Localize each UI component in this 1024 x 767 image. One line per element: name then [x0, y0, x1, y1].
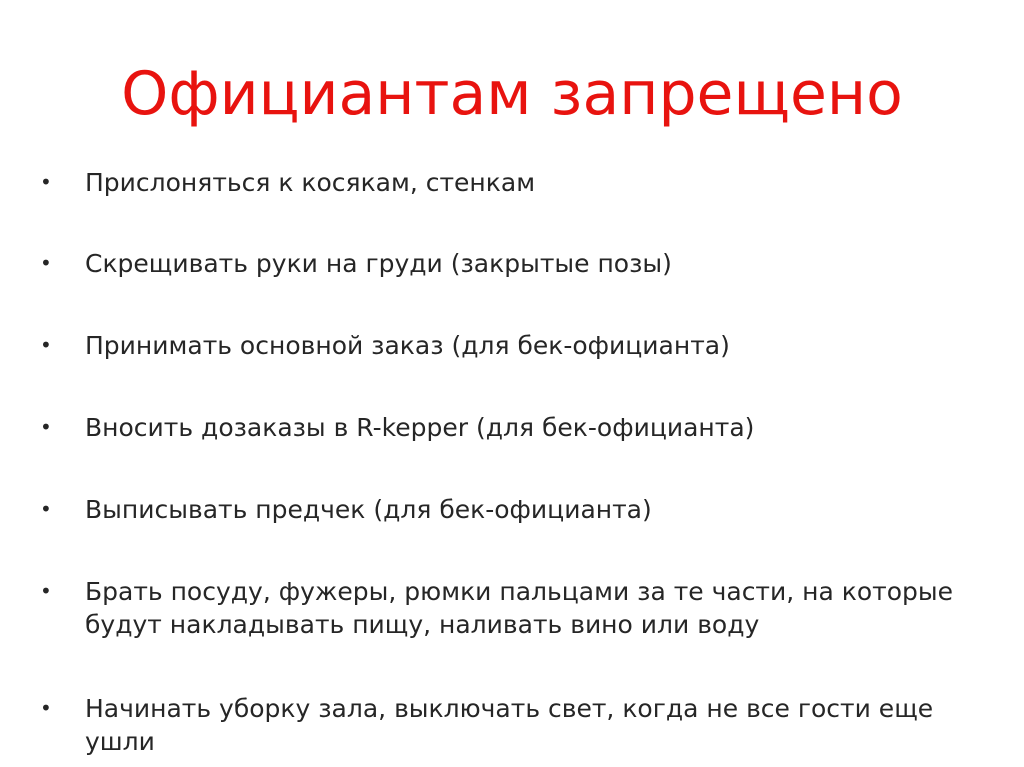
bullet-marker: • [40, 696, 52, 720]
list-item-text: Скрещивать руки на груди (закрытые позы) [85, 249, 672, 278]
bullet-marker: • [40, 170, 52, 194]
bullet-marker: • [40, 497, 52, 521]
list-item [40, 166, 1000, 199]
list-item [40, 575, 1000, 641]
bullet-marker: • [40, 333, 52, 357]
list-item-text: Вносить дозаказы в R-kepper (для бек-официанта) [85, 413, 755, 442]
slide-title: Официантам запрещено [121, 59, 903, 129]
bullet-marker: • [40, 579, 52, 603]
list-item-text: Брать посуду, фужеры, рюмки пальцами за те части, на которые будут накладывать пищу, наливать вино или воду [85, 577, 953, 639]
list-item [40, 247, 1000, 280]
list-item [40, 493, 1000, 526]
list-item [40, 692, 1000, 758]
list-item [40, 329, 1000, 362]
list-item [40, 411, 1000, 444]
list-item-text: Начинать уборку зала, выключать свет, когда не все гости еще ушли [85, 694, 934, 756]
bullet-marker: • [40, 251, 52, 275]
bullet-marker: • [40, 415, 52, 439]
list-item-text: Выписывать предчек (для бек-официанта) [85, 495, 652, 524]
list-item-text: Прислоняться к косякам, стенкам [85, 168, 536, 197]
list-item-text: Принимать основной заказ (для бек-официанта) [85, 331, 730, 360]
